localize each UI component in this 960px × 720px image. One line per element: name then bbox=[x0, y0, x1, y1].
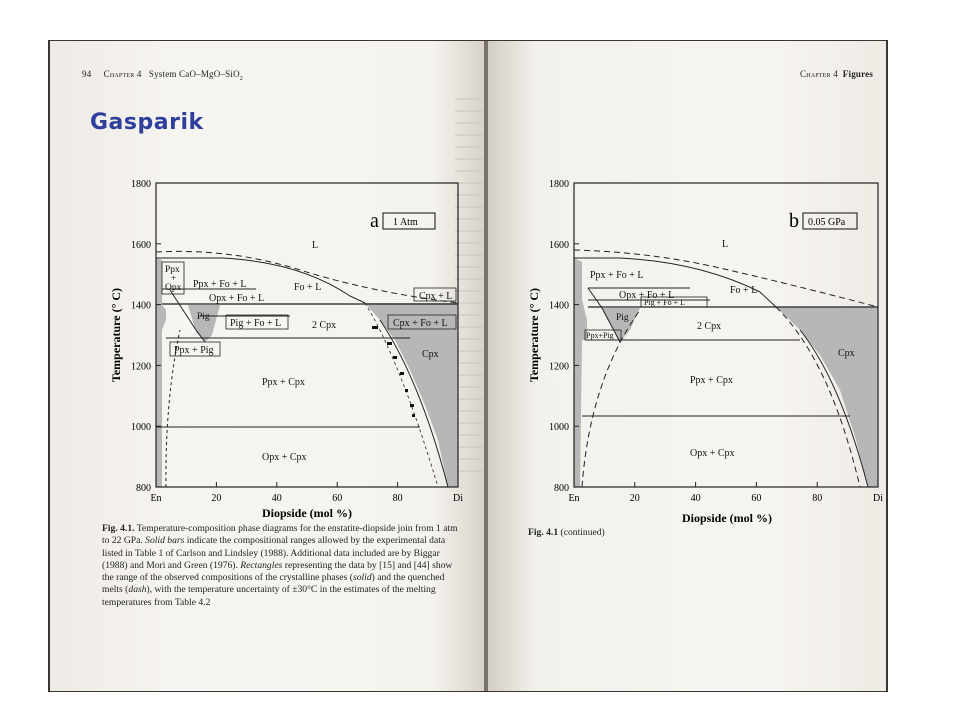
label-ppx-cpx-b: Ppx + Cpx bbox=[690, 375, 733, 386]
x-axis-title-a: Diopside (mol %) bbox=[262, 506, 352, 520]
phase-diagram-a bbox=[100, 175, 480, 525]
label-ppx-cpx: Ppx + Cpx bbox=[262, 377, 305, 388]
y-tick-label: 1000 bbox=[131, 422, 151, 434]
label-opx-cpx-b: Opx + Cpx bbox=[690, 448, 735, 459]
page-number: 94 bbox=[82, 69, 92, 79]
y-tick-label: 1400 bbox=[549, 300, 569, 312]
x-tick-label: 40 bbox=[690, 493, 701, 504]
pressure-label-b: 0.05 GPa bbox=[808, 217, 846, 228]
label-plus: + bbox=[171, 274, 177, 284]
right-page-header bbox=[800, 69, 873, 79]
x-tick-label: En bbox=[150, 493, 162, 504]
opx-field-fill-b bbox=[574, 258, 587, 487]
label-opx: Opx bbox=[165, 283, 182, 293]
right-section-title: Figures bbox=[842, 69, 874, 79]
caption-right-text: (continued) bbox=[558, 527, 605, 538]
label-pig: Pig bbox=[197, 312, 210, 322]
chapter-label: Chapter 4 bbox=[103, 69, 142, 79]
y-tick-label: 1400 bbox=[131, 300, 151, 312]
x-tick-label: 20 bbox=[211, 493, 222, 504]
label-2cpx: 2 Cpx bbox=[312, 320, 337, 331]
caption-dash: dash bbox=[128, 584, 147, 596]
caption-solid-bars: Solid bars bbox=[145, 535, 185, 547]
x-tick-label: 60 bbox=[332, 493, 343, 504]
label-ppx-pig-b: Ppx+Pig bbox=[586, 331, 614, 340]
chapter-title-sub: 2 bbox=[239, 75, 243, 82]
panel-letter-a: a bbox=[370, 210, 379, 232]
x-tick-label: 40 bbox=[271, 493, 282, 504]
caption-text-3: representing the data by [15] and [44] show the range of the observed compositions of the crystalline phases ( bbox=[102, 559, 453, 584]
label-L-b: L bbox=[722, 239, 729, 250]
y-tick-label: 800 bbox=[136, 483, 151, 494]
x-tick-label: 80 bbox=[812, 493, 823, 504]
caption-right-label: Fig. 4.1 bbox=[528, 527, 559, 538]
y-tick-label: 1800 bbox=[549, 179, 569, 190]
label-cpx: Cpx bbox=[422, 349, 439, 360]
y-tick-label: 800 bbox=[554, 483, 569, 494]
label-cpx-fo-l: Cpx + Fo + L bbox=[393, 318, 448, 329]
label-fo-l: Fo + L bbox=[294, 282, 322, 293]
label-2cpx-b: 2 Cpx bbox=[697, 321, 722, 332]
caption-text-1: Temperature-composition phase diagrams for the enstatite-diopside join from 1 atm to 22 GPa. bbox=[102, 523, 458, 547]
label-opx-fo-l: Opx + Fo + L bbox=[209, 293, 265, 304]
x-tick-label: En bbox=[568, 493, 580, 504]
label-opx-cpx: Opx + Cpx bbox=[262, 452, 307, 463]
x-axis-title-b: Diopside (mol %) bbox=[682, 511, 772, 525]
caption-text-5: ), with the temperature uncertainty of ±30°C in the estimates of the melting temperatures from Table 4.2 bbox=[102, 584, 436, 608]
label-pig-b: Pig bbox=[616, 313, 629, 323]
caption-rectangles: Rectangles bbox=[240, 559, 283, 571]
liquidus-dashed-a bbox=[156, 251, 458, 303]
label-fo-l-b: Fo + L bbox=[730, 285, 758, 296]
y-axis-title-b: Temperature (° C) bbox=[527, 287, 541, 383]
x-tick-label: Di bbox=[873, 493, 883, 504]
pressure-label-a: 1 Atm bbox=[393, 217, 418, 228]
y-tick-label: 1600 bbox=[131, 239, 151, 251]
figure-caption-left bbox=[102, 523, 462, 609]
label-pig-fo-l: Pig + Fo + L bbox=[230, 318, 282, 329]
label-pig-fo-l-b: Pig + Fo + L bbox=[644, 298, 686, 307]
y-tick-label: 1000 bbox=[549, 422, 569, 434]
phase-diagram-b bbox=[520, 175, 885, 525]
x-tick-label: Di bbox=[453, 493, 463, 504]
book-gutter bbox=[484, 41, 488, 691]
chapter-title: System CaO–MgO–SiO bbox=[148, 69, 240, 79]
y-tick-label: 1800 bbox=[131, 179, 151, 190]
label-ppx-pig: Ppx + Pig bbox=[174, 345, 214, 356]
y-tick-label: 1600 bbox=[549, 239, 569, 251]
label-cpx-b: Cpx bbox=[838, 348, 855, 359]
label-cpx-l: Cpx + L bbox=[419, 291, 453, 302]
figure-caption-right bbox=[528, 527, 828, 539]
left-page-header bbox=[82, 69, 243, 82]
label-ppx: Ppx bbox=[165, 265, 180, 275]
y-tick-label: 1200 bbox=[131, 361, 151, 373]
caption-text-2: indicate the compositional ranges allowed by the experimental data listed in Table 1 of Carlson and Lindsley (1988). Additional data included are by Biggar (1988) and Mori and Green (1976). bbox=[102, 535, 446, 571]
x-tick-label: 80 bbox=[392, 493, 403, 504]
cpx-field-fill bbox=[365, 303, 458, 487]
caption-text-4: ) and the quenched melts ( bbox=[102, 572, 445, 596]
label-ppx-fo-l: Ppx + Fo + L bbox=[193, 279, 247, 290]
x-tick-label: 60 bbox=[751, 493, 762, 504]
y-axis-title-a: Temperature (° C) bbox=[109, 287, 123, 383]
x-tick-label: 20 bbox=[629, 493, 640, 504]
brand-label: Gasparik bbox=[90, 110, 204, 135]
y-tick-label: 1200 bbox=[549, 361, 569, 373]
label-ppx-fo-l-b: Ppx + Fo + L bbox=[590, 270, 644, 281]
label-L: L bbox=[312, 240, 319, 251]
caption-label: Fig. 4.1. bbox=[102, 523, 135, 534]
pig-field-fill bbox=[188, 305, 220, 342]
cpx-field-fill-b bbox=[776, 307, 878, 487]
label-opx-fo-l-b: Opx + Fo + L bbox=[619, 290, 675, 301]
panel-letter-b: b bbox=[789, 210, 799, 232]
right-chapter-label: Chapter 4 bbox=[800, 69, 838, 79]
caption-solid: solid bbox=[352, 572, 372, 584]
